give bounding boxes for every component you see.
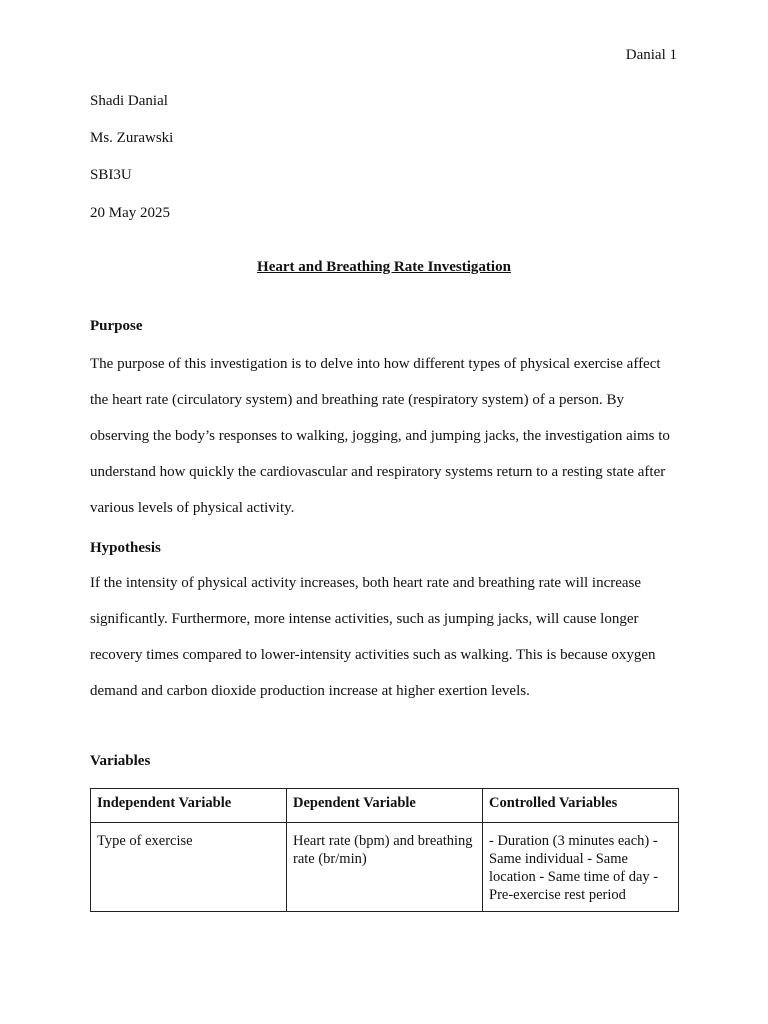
purpose-line: understand how quickly the cardiovascular and respiratory systems return to a resting state after — [90, 464, 666, 480]
variables-table — [90, 788, 679, 912]
hypothesis-line: demand and carbon dioxide production increase at higher exertion levels. — [90, 683, 530, 699]
column-header-dependent: Dependent Variable — [287, 789, 483, 823]
purpose-line: observing the body’s responses to walking, jogging, and jumping jacks, the investigation aims to — [90, 428, 670, 444]
purpose-line: The purpose of this investigation is to delve into how different types of physical exercise affect — [90, 356, 661, 372]
running-head: Danial 1 — [625, 47, 677, 63]
hypothesis-line: significantly. Furthermore, more intense activities, such as jumping jacks, will cause longer — [90, 611, 639, 627]
hypothesis-paragraph — [90, 565, 682, 709]
table-header-row — [91, 789, 679, 823]
hypothesis-line: recovery times compared to lower-intensity activities such as walking. This is because oxygen — [90, 647, 656, 663]
table-row — [91, 823, 679, 912]
cell-independent: Type of exercise — [91, 823, 287, 912]
document-title: Heart and Breathing Rate Investigation — [257, 259, 511, 275]
column-header-independent: Independent Variable — [91, 789, 287, 823]
hypothesis-heading: Hypothesis — [90, 540, 161, 556]
cell-controlled: - Duration (3 minutes each) - Same individual - Same location - Same time of day - Pre-exercise rest period — [483, 823, 679, 912]
course-code: SBI3U — [90, 167, 132, 183]
teacher-name: Ms. Zurawski — [90, 130, 174, 146]
document-date: 20 May 2025 — [90, 205, 170, 221]
column-header-controlled: Controlled Variables — [483, 789, 679, 823]
purpose-line: the heart rate (circulatory system) and breathing rate (respiratory system) of a person. By — [90, 392, 624, 408]
purpose-line: various levels of physical activity. — [90, 500, 295, 516]
author-name: Shadi Danial — [90, 93, 168, 109]
purpose-paragraph — [90, 346, 682, 526]
purpose-heading: Purpose — [90, 318, 143, 334]
cell-dependent: Heart rate (bpm) and breathing rate (br/min) — [287, 823, 483, 912]
variables-heading: Variables — [90, 753, 151, 769]
hypothesis-line: If the intensity of physical activity increases, both heart rate and breathing rate will increase — [90, 575, 642, 591]
